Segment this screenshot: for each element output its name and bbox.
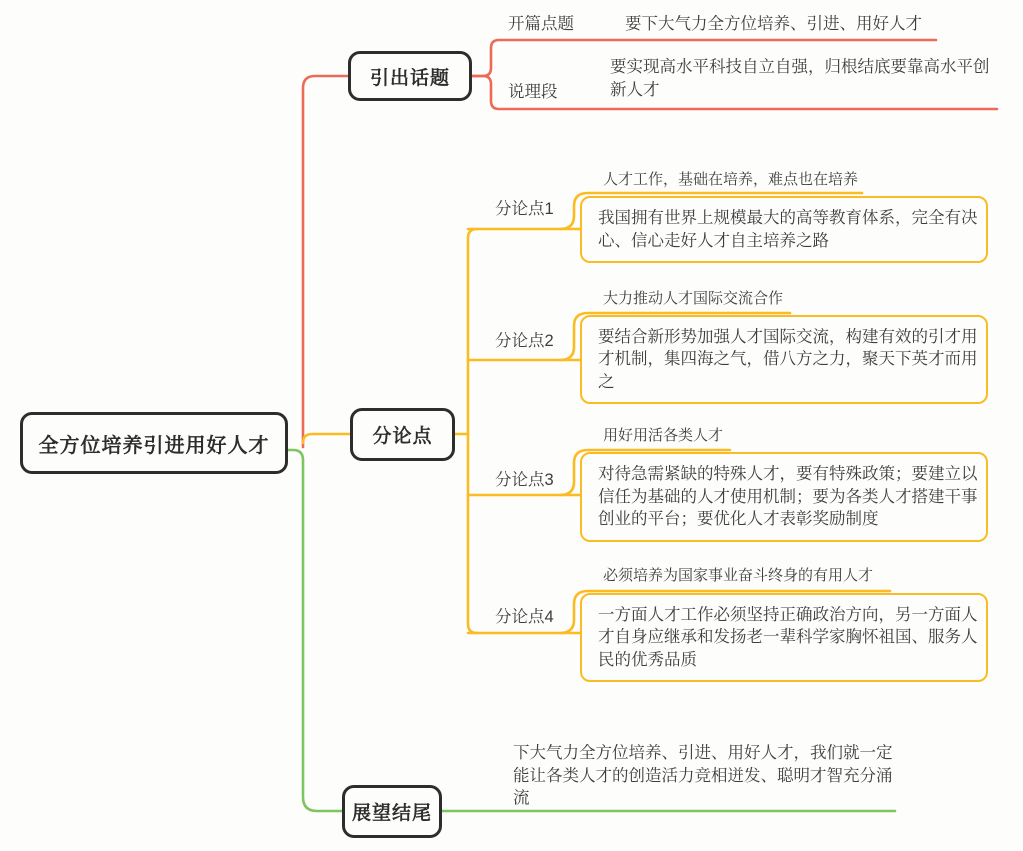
- subpoint-2-label[interactable]: 分论点2: [495, 332, 554, 350]
- closing-text-line: 下大气力全方位培养、引进、用好人才，我们就一定: [513, 744, 893, 762]
- reasoning-text-line: 新人才: [610, 81, 660, 99]
- branch-node-points[interactable]: 分论点: [350, 408, 455, 461]
- subpoint-4-label[interactable]: 分论点4: [495, 608, 554, 626]
- branch-node-intro[interactable]: 引出话题: [348, 51, 472, 101]
- subpoint-4-headline[interactable]: 必须培养为国家事业奋斗终身的有用人才: [603, 567, 874, 584]
- detail-line: 心、信心走好人才自主培养之路: [598, 231, 829, 250]
- reasoning-label[interactable]: 说理段: [508, 83, 558, 101]
- subpoint-4-detail-box[interactable]: [580, 593, 988, 682]
- reasoning-text[interactable]: [610, 56, 990, 102]
- closing-text[interactable]: [513, 742, 893, 810]
- subpoint-2-detail-box[interactable]: [580, 315, 988, 404]
- detail-line: 我国拥有世界上规模最大的高等教育体系，完全有决: [598, 209, 978, 227]
- detail-line: 要结合新形势加强人才国际交流，构建有效的引才用: [598, 327, 978, 346]
- detail-line: 创业的平台；要优化人才表彰奖励制度: [598, 510, 879, 529]
- opening-point-label[interactable]: 开篇点题: [508, 15, 574, 33]
- subpoint-1-headline[interactable]: 人才工作，基础在培养，难点也在培养: [603, 171, 859, 188]
- detail-line: 民的优秀品质: [598, 650, 697, 669]
- subpoint-3-headline[interactable]: 用好用活各类人才: [603, 427, 724, 444]
- subpoint-2-headline[interactable]: 大力推动人才国际交流合作: [603, 290, 784, 307]
- detail-line: 信任为基础的人才使用机制；要为各类人才搭建干事: [598, 487, 978, 506]
- subpoint-3-detail-box[interactable]: [580, 452, 988, 542]
- reasoning-text-line: 要实现高水平科技自立自强，归根结底要靠高水平创: [610, 58, 990, 76]
- opening-point-text[interactable]: 要下大气力全方位培养、引进、用好人才: [625, 15, 922, 33]
- closing-text-line: 能让各类人才的创造活力竞相迸发、聪明才智充分涌: [513, 766, 893, 785]
- subpoint-3-label[interactable]: 分论点3: [495, 471, 554, 489]
- detail-line: 才机制，集四海之气，借八方之力，聚天下英才而用: [598, 350, 978, 369]
- subpoint-1-label[interactable]: 分论点1: [495, 200, 554, 218]
- subpoint-1-detail-box[interactable]: [580, 196, 988, 263]
- detail-line: 才自身应继承和发扬老一辈科学家胸怀祖国、服务人: [598, 628, 978, 647]
- root-node[interactable]: 全方位培养引进用好人才: [20, 412, 288, 474]
- detail-line: 之: [598, 372, 615, 391]
- detail-line: 对待急需紧缺的特殊人才，要有特殊政策；要建立以: [598, 465, 978, 484]
- closing-text-line: 流: [513, 789, 530, 807]
- detail-line: 一方面人才工作必须坚持正确政治方向，另一方面人: [598, 605, 978, 624]
- branch-node-closing[interactable]: 展望结尾: [342, 785, 442, 838]
